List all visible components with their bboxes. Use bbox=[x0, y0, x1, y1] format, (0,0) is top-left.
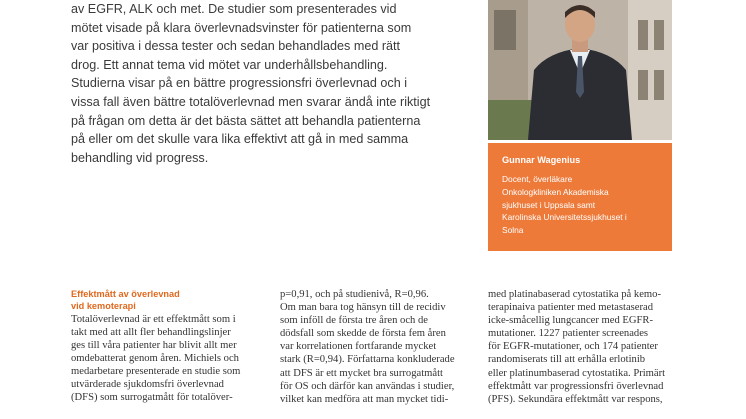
body-line: utvärderade sjukdomsfri överlevnad bbox=[71, 379, 224, 391]
caption-line: Docent, överläkare bbox=[502, 174, 573, 184]
body-line: var korrelationen fortfarande mycket bbox=[280, 341, 437, 353]
body-line: stark (R=0,94). Författarna konkluderade bbox=[280, 354, 455, 366]
intro-text bbox=[71, 0, 431, 167]
caption-line: Onkologkliniken Akademiska bbox=[502, 186, 609, 197]
intro-line: vissa fall även bättre totalöverlevnad men svarar ändå inte riktigt bbox=[71, 94, 431, 109]
intro-line: Studierna visar på en bättre progressionsfri överlevnad och i bbox=[71, 76, 408, 91]
body-line: eller platinumbaserad cytostatika. Primärt bbox=[488, 367, 666, 379]
heading-line: vid kemoterapi bbox=[71, 301, 136, 312]
body-line: Om man bara tog hänsyn till de recidiv bbox=[280, 302, 446, 314]
caption-line: Karolinska Universitetssjukhuset i bbox=[502, 212, 627, 223]
portrait-photo bbox=[488, 0, 672, 140]
intro-line: av EGFR, ALK och met. De studier som presenterades vid bbox=[71, 2, 397, 16]
article-column-2 bbox=[280, 288, 477, 406]
body-line: medarbetare presenterade en studie som bbox=[71, 366, 241, 378]
body-line: randomiserats till att erhålla erlotinib bbox=[488, 354, 646, 366]
body-line: ges till våra patienter har blivit allt mer bbox=[71, 340, 237, 351]
body-line: omdebatterat genom åren. Michiels och bbox=[71, 353, 239, 365]
body-line: effektmått var progressionsfri överlevnad bbox=[488, 380, 664, 392]
intro-line: mötet visade på klara överlevnadsvinster för patienterna som bbox=[71, 20, 412, 35]
body-line: icke-småcellig lungcancer med EGFR- bbox=[488, 315, 654, 327]
intro-line: på eller om det skulle vara lika effektivt att gå in med samma bbox=[71, 132, 409, 147]
body-line: för EGFR-mutationer, och 174 patienter bbox=[488, 341, 658, 353]
photo-caption bbox=[488, 143, 672, 251]
body-line: (DFS) som surrogatmått för totalöver- bbox=[71, 392, 233, 404]
body-line: att DFS är ett mycket bra surrogatmått bbox=[280, 367, 443, 379]
caption-description bbox=[502, 173, 664, 237]
body-line: Totalöverlevnad är ett effektmått som i bbox=[71, 313, 236, 325]
body-line: med platinabaserad cytostatika på kemo- bbox=[488, 289, 661, 300]
body-line: vilket kan medföra att man mycket tidi- bbox=[280, 393, 449, 405]
body-line: som inföll de första tre åren och de bbox=[280, 315, 428, 327]
intro-line: på frågan om detta är det bästa sättet att behandla patienterna bbox=[71, 113, 421, 128]
body-line: dödsfall som skedde de första fem åren bbox=[280, 328, 446, 340]
body-line: (PFS). Sekundära effektmått var respons, bbox=[488, 393, 663, 405]
caption-line: Solna bbox=[502, 225, 524, 236]
intro-line: drog. Ett annat tema vid mötet var underhållsbehandling. bbox=[71, 57, 388, 72]
intro-line: behandling vid progress. bbox=[71, 150, 209, 165]
article-column-1 bbox=[71, 288, 268, 404]
article-column-3 bbox=[488, 288, 685, 406]
body-line: takt med att allt fler behandlingslinjer bbox=[71, 326, 231, 338]
caption-name: Gunnar Wagenius bbox=[502, 155, 581, 165]
body-line: för OS och därför kan användas i studier, bbox=[280, 380, 455, 392]
body-line: mutationer. 1227 patienter screenades bbox=[488, 328, 649, 340]
section-heading bbox=[71, 288, 268, 313]
heading-line: Effektmått av överlevnad bbox=[71, 289, 180, 299]
caption-line: sjukhuset i Uppsala samt bbox=[502, 199, 596, 210]
portrait-illustration bbox=[488, 0, 672, 140]
body-line: p=0,91, och på studienivå, R=0,96. bbox=[280, 289, 429, 300]
intro-line: var positiva i dessa tester och sedan behandlades med rätt bbox=[71, 39, 401, 54]
body-line: terapinaiva patienter med metastaserad bbox=[488, 302, 654, 314]
